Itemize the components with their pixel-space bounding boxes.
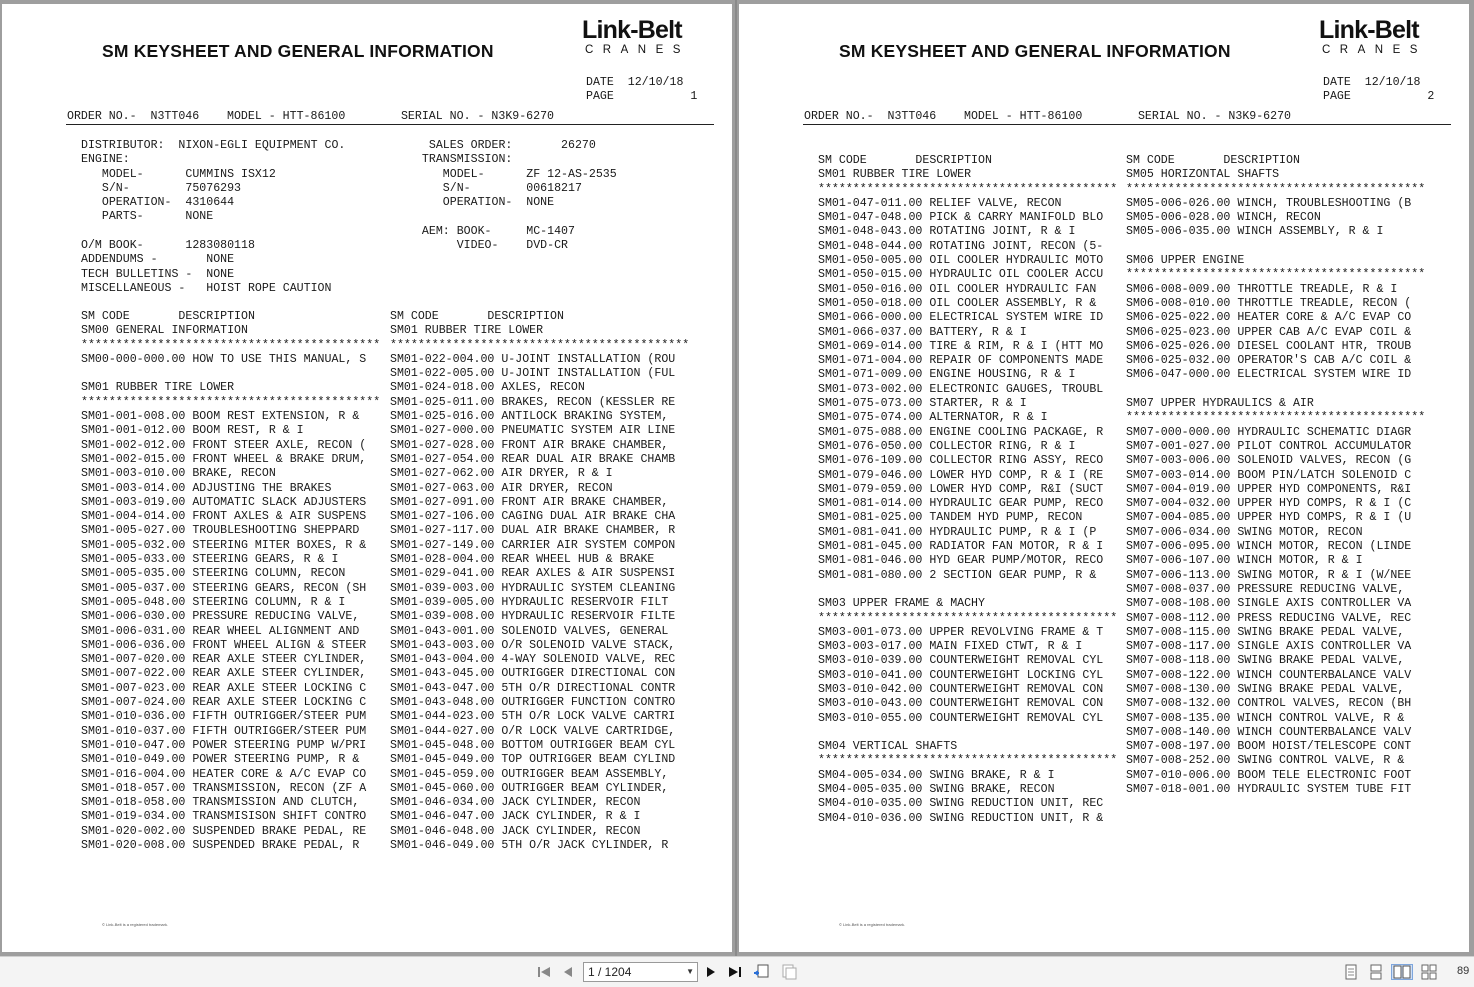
list-item: SM01-027-062.00 AIR DRYER, R & I — [390, 467, 613, 481]
list-item: SM01-027-054.00 REAR DUAL AIR BRAKE CHAMB — [390, 452, 676, 466]
list-item: SM01-005-027.00 TROUBLESHOOTING SHEPPARD — [81, 524, 360, 538]
list-item: SM01-018-057.00 TRANSMISSION, RECON (ZF A — [81, 781, 367, 795]
list-item: SM06-008-009.00 THROTTLE TREADLE, R & I — [1126, 282, 1398, 296]
list-item: SM01-027-106.00 CAGING DUAL AIR BRAKE CHA — [390, 510, 676, 524]
info-line: ENGINE: TRANSMISSION: — [81, 153, 513, 167]
list-item: SM01-075-074.00 ALTERNATOR, R & I — [818, 411, 1048, 425]
logo-subtitle: CRANES — [585, 44, 690, 56]
list-item: SM01-073-002.00 ELECTRONIC GAUGES, TROUBL — [818, 382, 1104, 396]
sm-code-column-left — [81, 310, 386, 853]
list-item: SM07-004-085.00 UPPER HYD COMPS, R & I (U — [1126, 511, 1412, 525]
list-item: SM01-039-008.00 HYDRAULIC RESERVOIR FILTE — [390, 610, 676, 624]
list-item: SM01-079-046.00 LOWER HYD COMP, R & I (RE — [818, 468, 1104, 482]
list-item: SM07-008-108.00 SINGLE AXIS CONTROLLER VA — [1126, 597, 1412, 611]
page-title: SM KEYSHEET AND GENERAL INFORMATION — [839, 41, 1231, 61]
list-item: SM01-069-014.00 TIRE & RIM, R & I (HTT MO — [818, 339, 1104, 353]
list-item: SM07-000-000.00 HYDRAULIC SCHEMATIC DIAGR — [1126, 425, 1412, 439]
list-item: SM07-008-117.00 SINGLE AXIS CONTROLLER VA — [1126, 640, 1412, 654]
list-item: SM01-005-032.00 STEERING MITER BOXES, R & — [81, 538, 367, 552]
list-item: SM05-006-035.00 WINCH ASSEMBLY, R & I — [1126, 225, 1384, 239]
list-item: SM01-039-003.00 HYDRAULIC SYSTEM CLEANING — [390, 581, 676, 595]
list-item: SM01-027-000.00 PNEUMATIC SYSTEM AIR LINE — [390, 424, 676, 438]
list-item: SM01-045-049.00 TOP OUTRIGGER BEAM CYLIND — [390, 753, 676, 767]
list-item: SM00 GENERAL INFORMATION — [81, 324, 248, 338]
list-item — [818, 726, 1123, 740]
list-item: SM01-007-020.00 REAR AXLE STEER CYLINDER, — [81, 653, 367, 667]
info-line: S/N- 75076293 S/N- 00618217 — [81, 181, 582, 195]
list-item: ******************************************* — [818, 754, 1118, 768]
two-page-icon[interactable] — [1391, 964, 1413, 980]
list-item: SM01-005-048.00 STEERING COLUMN, R & I — [81, 595, 346, 609]
list-item: SM01-010-049.00 POWER STEERING PUMP, R & — [81, 753, 360, 767]
list-item: SM01-010-037.00 FIFTH OUTRIGGER/STEER PUM — [81, 724, 367, 738]
first-page-icon[interactable] — [536, 964, 552, 980]
date-line: DATE 12/10/18 — [1323, 76, 1421, 89]
list-item: SM01-005-035.00 STEERING COLUMN, RECON — [81, 567, 346, 581]
list-item: SM01-076-109.00 COLLECTOR RING ASSY, RECO — [818, 454, 1104, 468]
info-line: MISCELLANEOUS - HOIST ROPE CAUTION — [81, 281, 332, 295]
list-item: SM01-071-004.00 REPAIR OF COMPONENTS MADE — [818, 354, 1104, 368]
pdf-page-2 — [739, 4, 1469, 952]
list-item: SM07-006-034.00 SWING MOTOR, RECON — [1126, 525, 1363, 539]
list-item: SM01-050-018.00 OIL COOLER ASSEMBLY, R & — [818, 296, 1097, 310]
list-item — [1126, 240, 1431, 254]
list-item: SM05 HORIZONTAL SHAFTS — [1126, 168, 1280, 182]
list-item: SM01-046-034.00 JACK CYLINDER, RECON — [390, 796, 641, 810]
trademark-note: © Link-Belt is a registered trademark. — [102, 922, 169, 927]
list-item: SM01-044-023.00 5TH O/R LOCK VALVE CARTRI — [390, 710, 676, 724]
list-item: SM01-081-041.00 HYDRAULIC PUMP, R & I (P — [818, 525, 1097, 539]
next-page-icon[interactable] — [704, 964, 718, 980]
list-item: SM01-002-012.00 FRONT STEER AXLE, RECON ( — [81, 438, 367, 452]
list-item: ******************************************* — [81, 338, 381, 352]
list-item: SM01-022-005.00 U-JOINT INSTALLATION (FUL — [390, 367, 676, 381]
list-item: SM01-007-022.00 REAR AXLE STEER CYLINDER, — [81, 667, 367, 681]
list-item — [81, 367, 386, 381]
list-item: SM01-039-005.00 HYDRAULIC RESERVOIR FILT — [390, 595, 669, 609]
list-item: SM07-008-130.00 SWING BRAKE PEDAL VALVE, — [1126, 682, 1405, 696]
list-item: SM01-050-015.00 HYDRAULIC OIL COOLER ACCU — [818, 268, 1104, 282]
list-item: SM01-043-004.00 4-WAY SOLENOID VALVE, REC — [390, 653, 676, 667]
list-item: SM01-018-058.00 TRANSMISSION AND CLUTCH, — [81, 796, 360, 810]
order-line: ORDER NO.- N3TT046 MODEL - HTT-86100 SERIAL NO. - N3K9-6270 — [804, 110, 1292, 123]
info-line: O/M BOOK- 1283080118 VIDEO- DVD-CR — [81, 239, 569, 253]
list-item: SM01-003-019.00 AUTOMATIC SLACK ADJUSTERS — [81, 495, 367, 509]
list-item: SM01-066-000.00 ELECTRICAL SYSTEM WIRE ID — [818, 311, 1104, 325]
list-item: SM03-010-039.00 COUNTERWEIGHT REMOVAL CYL — [818, 654, 1104, 668]
list-item: SM01-081-025.00 TANDEM HYD PUMP, RECON — [818, 511, 1083, 525]
list-item: SM01-006-030.00 PRESSURE REDUCING VALVE, — [81, 610, 360, 624]
list-item: SM07-006-113.00 SWING MOTOR, R & I (W/NEE — [1126, 568, 1412, 582]
list-item: ******************************************* — [818, 611, 1118, 625]
list-item: SM01-001-008.00 BOOM REST EXTENSION, R & — [81, 410, 360, 424]
list-item: ******************************************* — [390, 338, 690, 352]
list-item: SM01-005-033.00 STEERING GEARS, R & I — [81, 553, 339, 567]
list-item: SM07-008-252.00 SWING CONTROL VALVE, R & — [1126, 754, 1405, 768]
logo-name: Link-Belt — [582, 16, 682, 44]
list-item: SM01-046-049.00 5TH O/R JACK CYLINDER, R — [390, 838, 669, 852]
list-item: SM01-081-046.00 HYD GEAR PUMP/MOTOR, RECO — [818, 554, 1104, 568]
list-item: ******************************************* — [1126, 411, 1426, 425]
viewer-toolbar — [0, 956, 1474, 987]
logo-name: Link-Belt — [1319, 16, 1419, 44]
list-item: SM01-028-004.00 REAR WHEEL HUB & BRAKE — [390, 553, 655, 567]
list-item: SM07-006-107.00 WINCH MOTOR, R & I — [1126, 554, 1363, 568]
header-rule — [803, 124, 1451, 125]
list-item: SM CODE DESCRIPTION — [818, 154, 992, 167]
list-item: SM06-047-000.00 ELECTRICAL SYSTEM WIRE ID — [1126, 368, 1412, 382]
list-item: SM01-043-048.00 OUTRIGGER FUNCTION CONTRO — [390, 696, 676, 710]
info-line: PARTS- NONE — [81, 210, 214, 224]
sm-code-column-right — [1126, 154, 1431, 797]
list-item: SM01-076-050.00 COLLECTOR RING, R & I — [818, 439, 1076, 453]
list-item: SM01-081-014.00 HYDRAULIC GEAR PUMP, RECO — [818, 497, 1104, 511]
list-item: SM06-025-022.00 HEATER CORE & A/C EVAP CO — [1126, 311, 1412, 325]
list-item: SM01-045-059.00 OUTRIGGER BEAM ASSEMBLY, — [390, 767, 669, 781]
list-item: SM05-006-026.00 WINCH, TROUBLESHOOTING (B — [1126, 196, 1412, 210]
list-item: SM01-010-036.00 FIFTH OUTRIGGER/STEER PUM — [81, 710, 367, 724]
list-item: SM01-075-073.00 STARTER, R & I — [818, 397, 1027, 411]
list-item: SM07-003-014.00 BOOM PIN/LATCH SOLENOID C — [1126, 468, 1412, 482]
list-item: SM01-044-027.00 O/R LOCK VALVE CARTRIDGE, — [390, 724, 676, 738]
header-rule — [66, 124, 714, 125]
list-item: SM03 UPPER FRAME & MACHY — [818, 597, 985, 611]
list-item: SM01-001-012.00 BOOM REST, R & I — [81, 424, 304, 438]
list-item: SM01-027-149.00 CARRIER AIR SYSTEM COMPON — [390, 538, 676, 552]
list-item: SM01-006-031.00 REAR WHEEL ALIGNMENT AND — [81, 624, 360, 638]
list-item: SM01-050-016.00 OIL COOLER HYDRAULIC FAN — [818, 282, 1097, 296]
list-item: SM01 RUBBER TIRE LOWER — [390, 324, 544, 338]
list-item: SM01-027-063.00 AIR DRYER, RECON — [390, 481, 613, 495]
info-line: DISTRIBUTOR: NIXON-EGLI EQUIPMENT CO. SALES ORDER: 26270 — [81, 139, 596, 152]
list-item — [1126, 383, 1431, 397]
list-item: SM CODE DESCRIPTION — [390, 310, 564, 323]
list-item: SM01-048-044.00 ROTATING JOINT, RECON (5- — [818, 239, 1104, 253]
page-number-input[interactable] — [583, 962, 698, 982]
list-item: SM06-025-026.00 DIESEL COOLANT HTR, TROUB — [1126, 339, 1412, 353]
list-item: SM06-025-023.00 UPPER CAB A/C EVAP COIL & — [1126, 325, 1412, 339]
list-item: SM01-081-045.00 RADIATOR FAN MOTOR, R & I — [818, 540, 1104, 554]
list-item: SM05-006-028.00 WINCH, RECON — [1126, 211, 1321, 225]
list-item: SM07-004-032.00 UPPER HYD COMPS, R & I (C — [1126, 497, 1412, 511]
list-item: SM01-027-117.00 DUAL AIR BRAKE CHAMBER, R — [390, 524, 676, 538]
list-item: SM06-008-010.00 THROTTLE TREADLE, RECON ( — [1126, 296, 1412, 310]
sm-code-column-left — [818, 154, 1123, 826]
list-item — [818, 583, 1123, 597]
list-item: SM01-020-008.00 SUSPENDED BRAKE PEDAL, R — [81, 838, 360, 852]
info-line: ADDENDUMS - NONE — [81, 253, 235, 267]
list-item: SM03-010-042.00 COUNTERWEIGHT REMOVAL CON — [818, 682, 1104, 696]
list-item: SM01-045-048.00 BOTTOM OUTRIGGER BEAM CYL — [390, 738, 676, 752]
page-separator — [735, 0, 737, 956]
list-item: SM01-027-091.00 FRONT AIR BRAKE CHAMBER, — [390, 495, 669, 509]
list-item: SM01-005-037.00 STEERING GEARS, RECON (SH — [81, 581, 367, 595]
list-item: SM03-010-043.00 COUNTERWEIGHT REMOVAL CON — [818, 697, 1104, 711]
list-item: SM07-008-112.00 PRESS REDUCING VALVE, REC — [1126, 611, 1412, 625]
list-item: SM01-020-002.00 SUSPENDED BRAKE PEDAL, RE — [81, 824, 367, 838]
list-item: SM01-043-001.00 SOLENOID VALVES, GENERAL — [390, 624, 669, 638]
list-item: SM04-005-035.00 SWING BRAKE, RECON — [818, 783, 1055, 797]
list-item: SM CODE DESCRIPTION — [1126, 154, 1300, 167]
order-info-block — [81, 139, 711, 296]
list-item: SM01-043-045.00 OUTRIGGER DIRECTIONAL CON — [390, 667, 676, 681]
date-line: DATE 12/10/18 — [586, 76, 684, 89]
list-item: SM01-043-003.00 O/R SOLENOID VALVE STACK, — [390, 638, 676, 652]
list-item: SM07-008-118.00 SWING BRAKE PEDAL VALVE, — [1126, 654, 1405, 668]
list-item: SM01-025-016.00 ANTILOCK BRAKING SYSTEM, — [390, 410, 669, 424]
list-item: SM01-047-048.00 PICK & CARRY MANIFOLD BLO — [818, 211, 1104, 225]
prev-page-icon[interactable] — [561, 964, 575, 980]
list-item: ******************************************* — [1126, 268, 1426, 282]
list-item: SM04 VERTICAL SHAFTS — [818, 740, 958, 754]
list-item: SM01-048-043.00 ROTATING JOINT, R & I — [818, 225, 1076, 239]
list-item: SM01-075-088.00 ENGINE COOLING PACKAGE, R — [818, 425, 1104, 439]
info-line: MODEL- CUMMINS ISX12 MODEL- ZF 12-AS-2535 — [81, 167, 617, 181]
single-page-icon[interactable] — [1343, 964, 1359, 980]
list-item: SM07-010-006.00 BOOM TELE ELECTRONIC FOOT — [1126, 768, 1412, 782]
list-item: SM01-003-014.00 ADJUSTING THE BRAKES — [81, 481, 332, 495]
list-item: SM01-022-004.00 U-JOINT INSTALLATION (ROU — [390, 352, 676, 366]
list-item: SM01-071-009.00 ENGINE HOUSING, R & I — [818, 368, 1076, 382]
list-item: SM01-002-015.00 FRONT WHEEL & BRAKE DRUM, — [81, 452, 367, 466]
list-item: SM00-000-000.00 HOW TO USE THIS MANUAL, S — [81, 352, 367, 366]
zoom-level[interactable]: 89 — [1457, 965, 1470, 977]
list-item: SM01-046-047.00 JACK CYLINDER, R & I — [390, 810, 641, 824]
list-item: SM03-010-041.00 COUNTERWEIGHT LOCKING CYL — [818, 668, 1104, 682]
logo-subtitle: CRANES — [1322, 44, 1427, 56]
list-item: SM01-043-047.00 5TH O/R DIRECTIONAL CONTR — [390, 681, 676, 695]
list-item: SM01-025-011.00 BRAKES, RECON (KESSLER RE — [390, 395, 676, 409]
link-belt-logo — [582, 16, 712, 56]
page-title: SM KEYSHEET AND GENERAL INFORMATION — [102, 41, 494, 61]
list-item: SM04-010-036.00 SWING REDUCTION UNIT, R & — [818, 811, 1104, 825]
info-line: AEM: BOOK- MC-1407 — [81, 224, 575, 238]
chevron-down-icon[interactable]: ▼ — [686, 967, 694, 976]
page-number-line: PAGE 1 — [586, 90, 698, 103]
list-item: SM07-006-095.00 WINCH MOTOR, RECON (LINDE — [1126, 540, 1412, 554]
page-indicator: 1 / 1204 — [588, 965, 632, 979]
trademark-note: © Link-Belt is a registered trademark. — [839, 922, 906, 927]
list-item: SM07 UPPER HYDRAULICS & AIR — [1126, 397, 1314, 411]
list-item: SM07-008-132.00 CONTROL VALVES, RECON (BH — [1126, 697, 1412, 711]
list-item: SM01-010-047.00 POWER STEERING PUMP W/PRI — [81, 738, 367, 752]
list-item: ******************************************* — [818, 182, 1118, 196]
list-item: SM04-010-035.00 SWING REDUCTION UNIT, REC — [818, 797, 1104, 811]
list-item: SM01-045-060.00 OUTRIGGER BEAM CYLINDER, — [390, 781, 669, 795]
list-item: SM01-019-034.00 TRANSMISISON SHIFT CONTRO — [81, 810, 367, 824]
info-line: OPERATION- 4310644 OPERATION- NONE — [81, 196, 555, 210]
list-item: SM01-027-028.00 FRONT AIR BRAKE CHAMBER, — [390, 438, 669, 452]
next-view-icon[interactable] — [779, 964, 799, 980]
list-item: SM01-007-023.00 REAR AXLE STEER LOCKING C — [81, 681, 367, 695]
info-line: TECH BULLETINS - NONE — [81, 267, 235, 281]
list-item: SM01-050-005.00 OIL COOLER HYDRAULIC MOTO — [818, 254, 1104, 268]
order-line: ORDER NO.- N3TT046 MODEL - HTT-86100 SERIAL NO. - N3K9-6270 — [67, 110, 555, 123]
last-page-icon[interactable] — [727, 964, 743, 980]
continuous-icon[interactable] — [1368, 964, 1384, 980]
list-item: SM01-003-010.00 BRAKE, RECON — [81, 467, 276, 481]
list-item: SM01-066-037.00 BATTERY, R & I — [818, 325, 1027, 339]
list-item: SM07-004-019.00 UPPER HYD COMPONENTS, R&I — [1126, 482, 1412, 496]
list-item: SM01-016-004.00 HEATER CORE & A/C EVAP CO — [81, 767, 367, 781]
list-item: SM07-018-001.00 HYDRAULIC SYSTEM TUBE FIT — [1126, 783, 1412, 797]
prev-view-icon[interactable] — [752, 964, 772, 980]
list-item: SM06 UPPER ENGINE — [1126, 254, 1245, 268]
list-item: SM03-001-073.00 UPPER REVOLVING FRAME & T — [818, 625, 1104, 639]
sm-code-column-right — [390, 310, 695, 853]
list-item: SM06-025-032.00 OPERATOR'S CAB A/C COIL & — [1126, 354, 1412, 368]
list-item: SM07-008-115.00 SWING BRAKE PEDAL VALVE, — [1126, 625, 1405, 639]
list-item: SM01 RUBBER TIRE LOWER — [81, 381, 235, 395]
list-item: SM01-079-059.00 LOWER HYD COMP, R&I (SUCT — [818, 482, 1104, 496]
list-item: SM07-008-122.00 WINCH COUNTERBALANCE VALV — [1126, 668, 1412, 682]
list-item: SM07-008-197.00 BOOM HOIST/TELESCOPE CONT — [1126, 740, 1412, 754]
list-item: SM03-003-017.00 MAIN FIXED CTWT, R & I — [818, 640, 1083, 654]
list-item: SM01-046-048.00 JACK CYLINDER, RECON — [390, 824, 641, 838]
list-item: SM07-001-027.00 PILOT CONTROL ACCUMULATOR — [1126, 439, 1412, 453]
list-item: SM01-004-014.00 FRONT AXLES & AIR SUSPENS — [81, 510, 367, 524]
list-item: SM01-006-036.00 FRONT WHEEL ALIGN & STEER — [81, 638, 367, 652]
list-item: SM07-008-037.00 PRESSURE REDUCING VALVE, — [1126, 582, 1405, 596]
list-item: SM07-003-006.00 SOLENOID VALVES, RECON (G — [1126, 454, 1412, 468]
list-item: ******************************************* — [81, 395, 381, 409]
list-item: SM01-081-080.00 2 SECTION GEAR PUMP, R & — [818, 568, 1097, 582]
list-item: SM01-047-011.00 RELIEF VALVE, RECON — [818, 196, 1062, 210]
list-item: SM07-008-140.00 WINCH COUNTERBALANCE VALV — [1126, 725, 1412, 739]
page-number-line: PAGE 2 — [1323, 90, 1435, 103]
pdf-page-1 — [2, 4, 732, 952]
list-item: SM01-029-041.00 REAR AXLES & AIR SUSPENSI — [390, 567, 676, 581]
list-item: SM03-010-055.00 COUNTERWEIGHT REMOVAL CYL — [818, 711, 1104, 725]
list-item: SM01-007-024.00 REAR AXLE STEER LOCKING C — [81, 696, 367, 710]
link-belt-logo — [1319, 16, 1449, 56]
list-item: SM04-005-034.00 SWING BRAKE, R & I — [818, 768, 1055, 782]
list-item: ******************************************* — [1126, 182, 1426, 196]
list-item: SM01-024-018.00 AXLES, RECON — [390, 381, 585, 395]
list-item: SM07-008-135.00 WINCH CONTROL VALVE, R & — [1126, 711, 1405, 725]
list-item: SM01 RUBBER TIRE LOWER — [818, 168, 972, 182]
list-item: SM CODE DESCRIPTION — [81, 310, 255, 323]
two-page-scroll-icon[interactable] — [1420, 964, 1438, 980]
